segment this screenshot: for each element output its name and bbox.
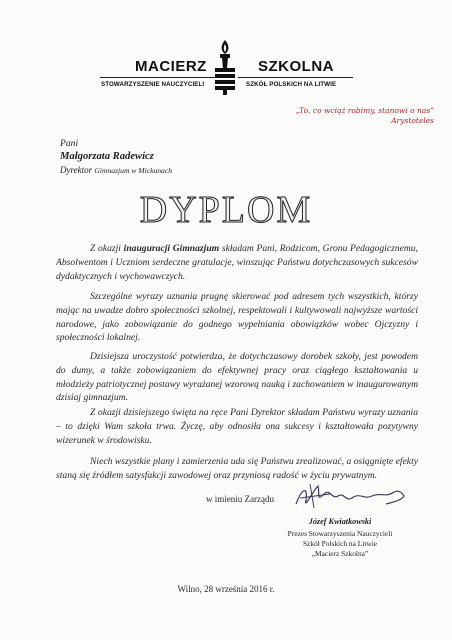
on-behalf-text: w imieniu Zarządu <box>206 494 274 504</box>
logo-word-right: SZKOLNA <box>258 58 334 75</box>
paragraph-1-rest: składam Pani, Rodzicom, Gronu Pedagogicznemu, Absolwentom i Uczniom serdeczne gratulacje, winszując Państwu dotychczasowych sukcesów dydaktycznych i wychowawczych. <box>56 243 419 282</box>
place-and-date: Wilno, 28 września 2016 r. <box>177 584 275 594</box>
torch-book-emblem-icon <box>212 38 238 96</box>
paragraph-5: Niech wszystkie plany i zamierzenia uda się Państwu zrealizować, a osiągnięte efekty staną się źródłem satysfakcji zawodowej oraz przyniosą radość w życiu prywatnym. <box>56 456 418 481</box>
paragraph-4: Z okazji dzisiejszego święta na ręce Pani Dyrektor składam Państwu wyrazy uznania – to dzięki Wam szkoła trwa. Życzę, aby odnosiła ona sukcesy i kształtowała pozytywny wizerunek w środowisku. <box>56 407 418 446</box>
addressee-role <box>60 165 172 175</box>
signatory-title-3: „Macierz Szkolna” <box>311 549 369 558</box>
paragraph-1 <box>56 242 418 283</box>
paragraph-1-start: Z okazji <box>90 243 124 254</box>
logo-rule-left <box>100 77 215 78</box>
handwritten-signature <box>290 480 410 514</box>
role-rest: Gimnazjum w Mickunach <box>94 166 173 175</box>
role-prefix: Dyrektor <box>60 165 93 175</box>
signatory-title-2: Szkół Polskich na Litwie <box>302 539 378 548</box>
logo-rule-right <box>238 77 353 78</box>
logo-subtitle-left: STOWARZYSZENIE NAUCZYCIELI <box>101 81 205 88</box>
addressee-name: Małgorzata Radewicz <box>60 151 154 162</box>
motto-author: Arystoteles <box>391 116 434 125</box>
motto-text: „To, co wciąż robimy, stanowi o nas” <box>295 106 434 115</box>
salutation: Pani <box>60 138 79 149</box>
paragraph-1-bold: inauguracji Gimnazjum <box>123 243 220 254</box>
paragraph-2: Szczególne wyrazy uznania pragnę skierować pod adresem tych wszystkich, którzy mając na uwadze dobro społeczności szkolnej, respektowali i kultywowali najwyższe wartości narodowe, jako zobowiązanie do godnego wypełniania obowiązków wobec Ojczyzny i społeczności lokalnej. <box>56 291 418 344</box>
signatory-title-1: Prezes Stowarzyszenia Nauczycieli <box>287 529 393 538</box>
diploma-title: DYPLOM <box>139 189 313 231</box>
logo-word-left: MACIERZ <box>135 58 207 75</box>
logo-subtitle-right: SZKÓŁ POLSKICH NA LITWIE <box>246 81 337 88</box>
paragraph-3: Dzisiejsza uroczystość potwierdza, że dotychczasowy dorobek szkoły, jest powodem do dumy, a także zobowiązaniem do efektywnej pracy oraz ciągłego kształtowania u młodzieży patriotycznej postawy wyrażanej wzorową nauką i zachowaniem w inaugurowanym dzisiaj gimnazjum. <box>56 351 418 404</box>
signatory-name: Józef Kwiatkowski <box>308 517 372 526</box>
